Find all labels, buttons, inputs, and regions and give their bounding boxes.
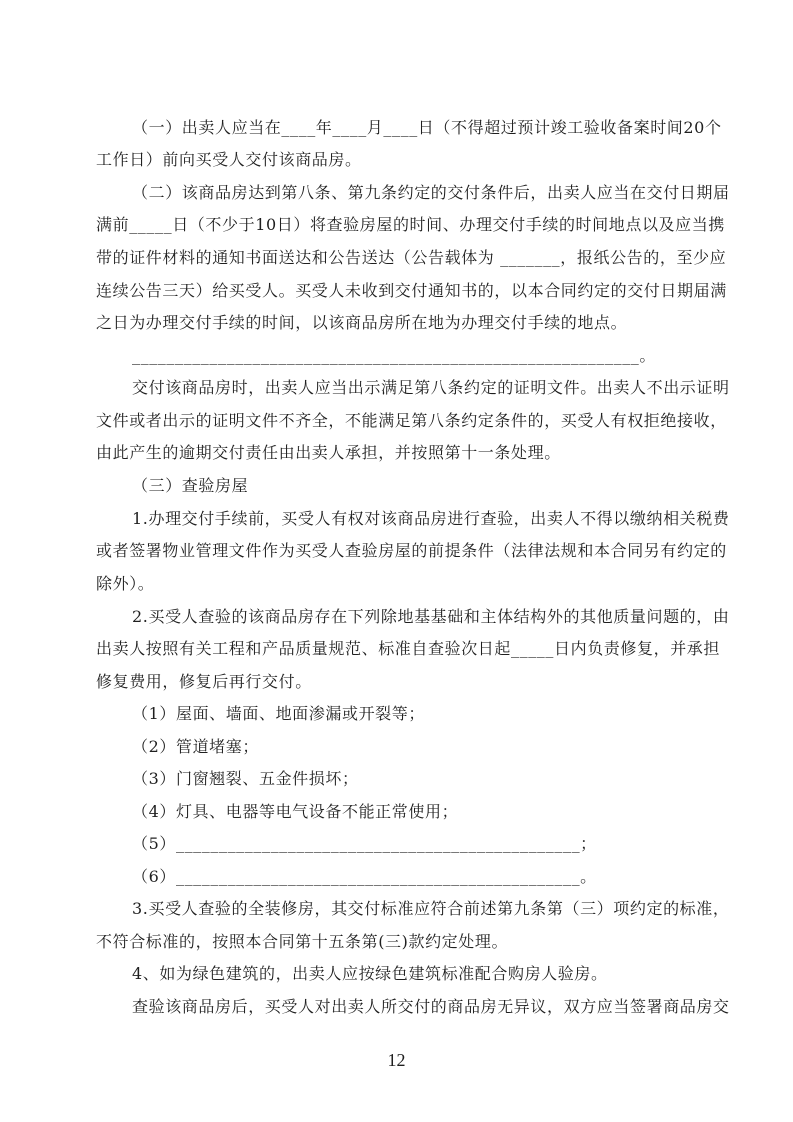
text-line: 修复费用，修复后再行交付。 [96, 672, 312, 691]
text-line: 由此产生的逾期交付责任由出卖人承担，并按照第十一条处理。 [96, 443, 561, 462]
text-line: （二）该商品房达到第八条、第九条约定的交付条件后，出卖人应当在交付日期届 [132, 183, 730, 202]
text-line: ___________________________________________________________。 [132, 346, 656, 365]
text-line: 查验该商品房后，买受人对出卖人所交付的商品房无异议，双方应当签署商品房交 [132, 997, 730, 1016]
text-line: 工作日）前向买受人交付该商品房。 [96, 150, 362, 169]
text-line: 满前_____日（不少于10日）将查验房屋的时间、办理交付手续的时间地点以及应当携 [96, 215, 725, 234]
text-line: 或者签署物业管理文件作为买受人查验房屋的前提条件（法律法规和本合同另有约定的 [96, 541, 727, 560]
text-line: 带的证件材料的通知书面送达和公告送达（公告载体为 _______，报纸公告的，至少应 [96, 248, 727, 267]
text-line: 4、如为绿色建筑的，出卖人应按绿色建筑标准配合购房人验房。 [132, 964, 608, 983]
text-line: （3）门窗翘裂、五金件损坏； [132, 769, 359, 788]
text-line: 出卖人按照有关工程和产品质量规范、标准自查验次日起_____日内负责修复，并承担 [96, 639, 721, 658]
text-line: （4）灯具、电器等电气设备不能正常使用； [132, 802, 459, 821]
text-line: （三）查验房屋 [132, 476, 249, 495]
text-line: 连续公告三天）给买受人。买受人未收到交付通知书的，以本合同约定的交付日期届满 [96, 281, 727, 300]
text-line: 1.办理交付手续前，买受人有权对该商品房进行查验，出卖人不得以缴纳相关税费 [132, 509, 730, 528]
text-line: （1）屋面、墙面、地面渗漏或开裂等； [132, 704, 425, 723]
text-line: 文件或者出示的证明文件不齐全，不能满足第八条约定条件的，买受人有权拒绝接收， [96, 411, 727, 430]
text-line: 除外）。 [96, 574, 155, 593]
text-line: （5）_______________________________________________； [132, 834, 597, 853]
text-line: （一）出卖人应当在____年____月____日（不得超过预计竣工验收备案时间20个 [132, 118, 722, 137]
text-line: 2.买受人查验的该商品房存在下列除地基基础和主体结构外的其他质量问题的，由 [132, 607, 730, 626]
text-line: 不符合标准的，按照本合同第十五条第(三)款约定处理。 [96, 932, 509, 951]
text-line: （6）_______________________________________________。 [132, 867, 597, 886]
page-number: 12 [387, 1050, 406, 1070]
text-line: 之日为办理交付手续的时间，以该商品房所在地为办理交付手续的地点。 [96, 313, 628, 332]
text-line: 3.买受人查验的全装修房，其交付标准应符合前述第九条第（三）项约定的标准， [132, 899, 730, 918]
text-line: （2）管道堵塞； [132, 737, 259, 756]
text-line: 交付该商品房时，出卖人应当出示满足第八条约定的证明文件。出卖人不出示证明 [132, 378, 730, 397]
